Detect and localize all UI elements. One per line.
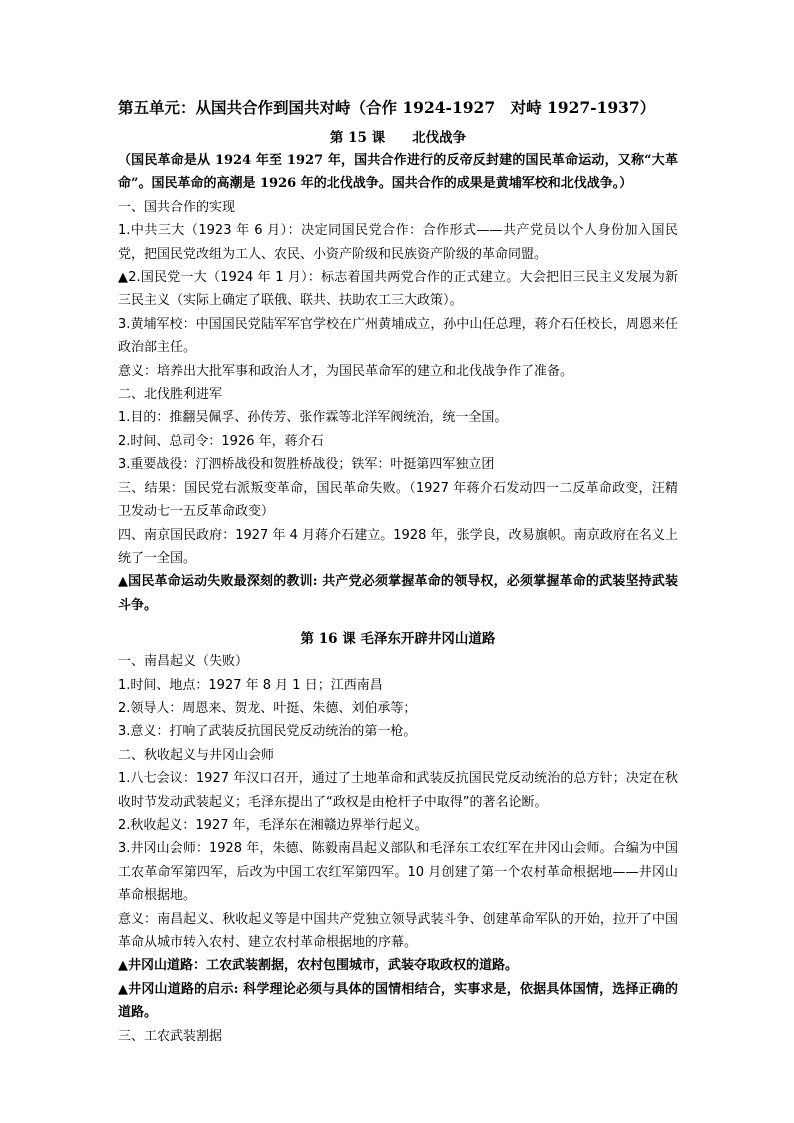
paragraph: 3.重要战役：汀泗桥战役和贺胜桥战役；铁军：叶挺第四军独立团	[118, 457, 495, 473]
section-heading: 二、秋收起义与井冈山会师	[118, 747, 275, 763]
paragraph: 三、结果：国民党右派叛变革命，国民革命失败。（1927 年蒋介石发动四一二反革命政变，汪精卫发动七一五反革命政变）	[118, 480, 678, 520]
jinggangshan-road-note: ▲井冈山道路：工农武装割据，农村包围城市，武装夺取政权的道路。	[118, 958, 518, 974]
section-heading: 一、国共合作的实现	[118, 199, 236, 215]
section-heading: 三、工农武装割据	[118, 1028, 223, 1044]
paragraph: 3.井冈山会师：1928 年，朱德、陈毅南昌起义部队和毛泽东工农红军在井冈山会师。合编为中国工农革命军第四军，后改为中国工农红军第四军。10 月创建了第一个农村革命根据地——井冈山革命根据地。	[118, 841, 678, 904]
paragraph: 3.黄埔军校：中国国民党陆军军官学校在广州黄埔成立，孙中山任总理，蒋介石任校长，周恩来任政治部主任。	[118, 316, 678, 356]
paragraph: 四、南京国民政府：1927 年 4 月蒋介石建立。1928 年，张学良，改易旗帜。南京政府在名义上统了一全国。	[118, 527, 678, 566]
paragraph: 意义：南昌起义、秋收起义等是中国共产党独立领导武装斗争、创建革命军队的开始，拉开了中国革命从城市转入农村、建立农村革命根据地的序幕。	[118, 911, 678, 950]
lesson-15-title: 第 15 课 北伐战争	[329, 130, 467, 146]
lesson-16	[118, 628, 678, 1048]
lesson-15-intro: （国民革命是从 1924 年至 1927 年，国共合作进行的反帝反封建的国民革命运动，又称“大革命”。国民革命的高潮是 1926 年的北伐战争。国共合作的成果是黄埔军校和北伐战争。）	[118, 153, 678, 192]
paragraph: 1.中共三大（1923 年 6 月）：决定同国民党合作：合作形式——共产党员以个人身份加入国民党，把国民党改组为工人、农民、小资产阶级和民族资产阶级的革命同盟。	[118, 223, 678, 262]
paragraph: 2.领导人：周恩来、贺龙、叶挺、朱德、刘伯承等；	[118, 700, 417, 716]
paragraph: ▲2.国民党一大（1924 年 1 月）：标志着国共两党合作的正式建立。大会把旧三民主义发展为新三民主义（实际上确定了联俄、联共、扶助农工三大政策）。	[118, 270, 678, 309]
paragraph: 1.时间、地点：1927 年 8 月 1 日；江西南昌	[118, 677, 383, 693]
jinggangshan-lesson-note: ▲井冈山道路的启示: 科学理论必须与具体的国情相结合，实事求是，依据具体国情，选择正确的道路。	[118, 981, 678, 1021]
paragraph: 1.目的：推翻吴佩孚、孙传芳、张作霖等北洋军阀统治，统一全国。	[118, 410, 508, 426]
unit-title: 第五单元：从国共合作到国共对峙（合作 1924-1927 对峙 1927-1937）	[118, 98, 656, 117]
document-page	[118, 95, 678, 1048]
section-heading: 一、南昌起义（失败）	[118, 654, 249, 670]
lesson-15-key-note: ▲国民革命运动失败最深刻的教训: 共产党必须掌握革命的领导权，必须掌握革命的武装坚持武装斗争。	[118, 574, 678, 613]
paragraph: 意义：培养出大批军事和政治人才，为国民革命军的建立和北伐战争作了准备。	[118, 363, 574, 379]
paragraph: 2.秋收起义：1927 年，毛泽东在湘赣边界举行起义。	[118, 817, 428, 833]
section-heading: 二、北伐胜利进军	[118, 387, 223, 403]
lesson-16-title: 第 16 课 毛泽东开辟井冈山道路	[300, 631, 496, 648]
lesson-15	[118, 127, 678, 617]
paragraph: 1.八七会议：1927 年汉口召开，通过了土地革命和武装反抗国民党反动统治的总方针；决定在秋收时节发动武装起义；毛泽东提出了“政权是由枪杆子中取得”的著名论断。	[118, 771, 678, 810]
paragraph: 3.意义：打响了武装反抗国民党反动统治的第一枪。	[118, 724, 417, 740]
spacer	[118, 617, 678, 628]
paragraph: 2.时间、总司令：1926 年，蒋介石	[118, 433, 324, 449]
